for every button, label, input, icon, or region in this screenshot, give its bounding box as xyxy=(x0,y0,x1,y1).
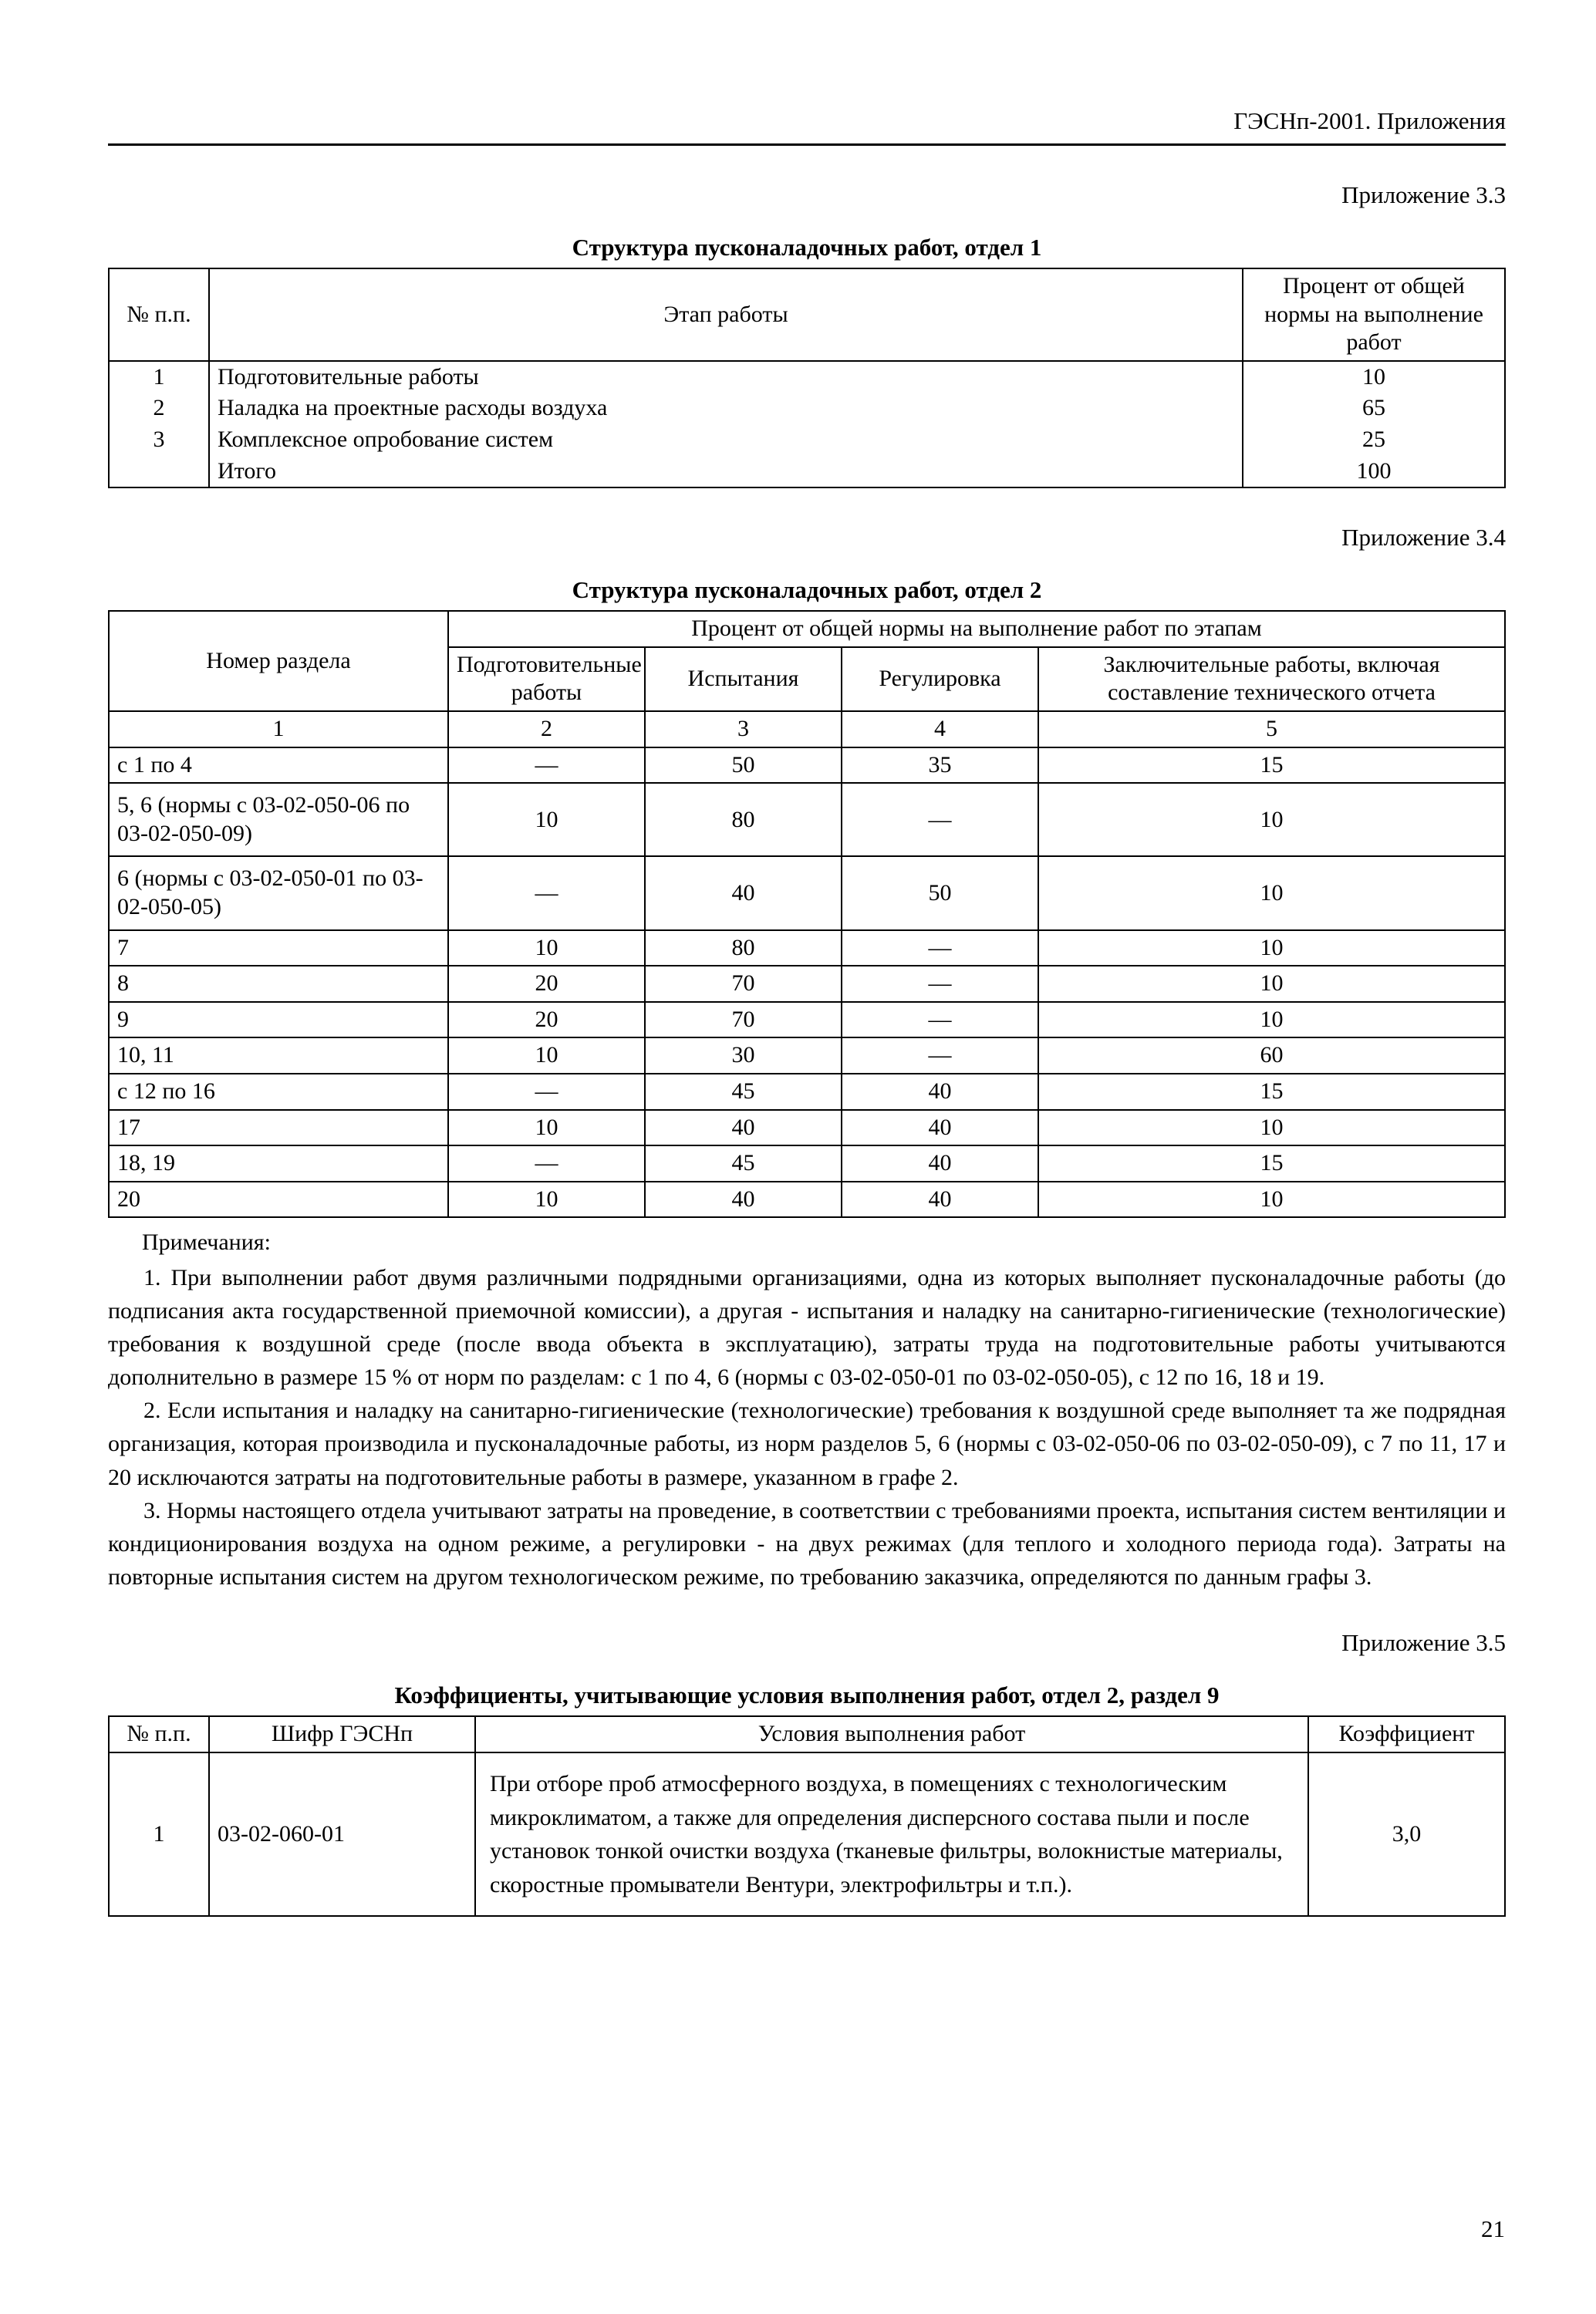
table-caption-33: Структура пусконаладочных работ, отдел 1 xyxy=(572,234,1042,261)
table-group-header-row xyxy=(109,611,1505,647)
cell-number: 2 xyxy=(109,393,209,424)
cell-tests: 40 xyxy=(645,856,842,929)
cell-final-works: 10 xyxy=(1038,1182,1505,1218)
cell-section: 18, 19 xyxy=(109,1145,448,1182)
cell-preparatory: — xyxy=(448,1145,645,1182)
column-header-code: Шифр ГЭСНп xyxy=(209,1716,475,1752)
cell-adjustment: — xyxy=(842,930,1038,966)
cell-section: 8 xyxy=(109,966,448,1002)
cell-tests: 80 xyxy=(645,930,842,966)
column-header-final-works: Заключительные работы, включая составление технического отчета xyxy=(1038,647,1505,711)
cell-adjustment: — xyxy=(842,1002,1038,1038)
table-coefficients xyxy=(108,1715,1506,1917)
table-structure-section-1 xyxy=(108,268,1506,488)
cell-final-works: 60 xyxy=(1038,1037,1505,1074)
cell-final-works: 10 xyxy=(1038,930,1505,966)
cell-total-percent: 100 xyxy=(1243,456,1505,488)
page-number: 21 xyxy=(1481,2215,1505,2242)
notes-title: Примечания: xyxy=(142,1230,271,1256)
cell-adjustment: 50 xyxy=(842,856,1038,929)
column-header-preparatory: Подготовительные работы xyxy=(448,647,645,711)
cell-adjustment: 40 xyxy=(842,1145,1038,1182)
cell-adjustment: — xyxy=(842,1037,1038,1074)
table-row xyxy=(109,424,1505,456)
table-row xyxy=(109,930,1505,966)
table-row xyxy=(109,966,1505,1002)
cell-section: 20 xyxy=(109,1182,448,1218)
cell-final-works: 10 xyxy=(1038,783,1505,856)
cell-tests: 45 xyxy=(645,1145,842,1182)
cell-number xyxy=(109,456,209,488)
cell-preparatory: — xyxy=(448,1074,645,1110)
cell-section: 7 xyxy=(109,930,448,966)
cell-final-works: 15 xyxy=(1038,1074,1505,1110)
appendix-label-33: Приложение 3.3 xyxy=(1341,181,1506,209)
header-divider xyxy=(108,143,1506,146)
table-row xyxy=(109,393,1505,424)
table-row-total xyxy=(109,456,1505,488)
page-content xyxy=(108,0,1506,1917)
column-header-coefficient: Коэффициент xyxy=(1308,1716,1505,1752)
column-number-1: 1 xyxy=(109,711,448,747)
cell-adjustment: 40 xyxy=(842,1182,1038,1218)
table-row xyxy=(109,1182,1505,1218)
cell-section: с 1 по 4 xyxy=(109,747,448,784)
table-row xyxy=(109,361,1505,393)
table-row xyxy=(109,1110,1505,1146)
appendix-label-34: Приложение 3.4 xyxy=(1341,524,1506,552)
cell-preparatory: 10 xyxy=(448,1037,645,1074)
column-group-header-percent: Процент от общей нормы на выполнение работ по этапам xyxy=(448,611,1505,647)
column-header-stage: Этап работы xyxy=(209,268,1243,361)
cell-tests: 80 xyxy=(645,783,842,856)
cell-preparatory: — xyxy=(448,747,645,784)
cell-adjustment: — xyxy=(842,783,1038,856)
note-paragraph-1: 1. При выполнении работ двумя различными подрядными организациями, одна из которых выполняет пусконаладочные работы (до подписания акта государственной приемочной комиссии), а другая - испытания и наладку на санитарно-гигиенические (технологические) требования к воздушной среде (после ввода объекта в эксплуатацию), затраты труда на подготовительные работы учитываются дополнительно в размере 15 % от норм по разделам: с 1 по 4, 6 (нормы с 03-02-050-01 по 03-02-050-05), с 12 по 16, 18 и 19. xyxy=(108,1264,1506,1391)
cell-code: 03-02-060-01 xyxy=(209,1752,475,1916)
cell-conditions: При отборе проб атмосферного воздуха, в помещениях с технологическим микроклиматом, а также для определения дисперсного состава пыли и после установок тонкой очистки воздуха (тканевые фильтры, волокнистые материалы, скоростные промыватели Вентури, электрофильтры и т.п.). xyxy=(475,1752,1308,1916)
cell-adjustment: 35 xyxy=(842,747,1038,784)
cell-final-works: 15 xyxy=(1038,747,1505,784)
table-row xyxy=(109,1037,1505,1074)
column-header-percent: Процент от общей нормы на выполнение работ xyxy=(1243,268,1505,361)
cell-stage: Подготовительные работы xyxy=(209,361,1243,393)
column-header-tests: Испытания xyxy=(645,647,842,711)
cell-tests: 50 xyxy=(645,747,842,784)
cell-section: с 12 по 16 xyxy=(109,1074,448,1110)
cell-preparatory: 20 xyxy=(448,966,645,1002)
document-header xyxy=(108,0,1506,146)
cell-preparatory: 10 xyxy=(448,783,645,856)
cell-section: 9 xyxy=(109,1002,448,1038)
cell-final-works: 10 xyxy=(1038,966,1505,1002)
cell-final-works: 10 xyxy=(1038,1002,1505,1038)
notes-block xyxy=(108,1226,1506,1594)
cell-number: 3 xyxy=(109,424,209,456)
cell-tests: 70 xyxy=(645,1002,842,1038)
cell-number: 1 xyxy=(109,1752,209,1916)
column-number-4: 4 xyxy=(842,711,1038,747)
cell-coefficient: 3,0 xyxy=(1308,1752,1505,1916)
table-row xyxy=(109,747,1505,784)
cell-section: 10, 11 xyxy=(109,1037,448,1074)
cell-section: 6 (нормы с 03-02-050-01 по 03-02-050-05) xyxy=(109,856,448,929)
column-header-section: Номер раздела xyxy=(109,611,448,711)
table-row xyxy=(109,1074,1505,1110)
cell-total-label: Итого xyxy=(209,456,1243,488)
cell-final-works: 10 xyxy=(1038,1110,1505,1146)
cell-preparatory: — xyxy=(448,856,645,929)
table-column-numbers-row xyxy=(109,711,1505,747)
note-paragraph-3: 3. Нормы настоящего отдела учитывают затраты на проведение, в соответствии с требованиями проекта, испытания систем вентиляции и кондиционирования воздуха на одном режиме, а регулировки - на двух режимах (для теплого и холодного периода года). Затраты на повторные испытания систем на другом технологическом режиме, по требованию заказчика, определяются по данным графы 3. xyxy=(108,1497,1506,1590)
cell-final-works: 10 xyxy=(1038,856,1505,929)
column-number-2: 2 xyxy=(448,711,645,747)
cell-adjustment: — xyxy=(842,966,1038,1002)
column-header-number: № п.п. xyxy=(109,1716,209,1752)
cell-preparatory: 10 xyxy=(448,1110,645,1146)
cell-number: 1 xyxy=(109,361,209,393)
table-header-row xyxy=(109,268,1505,361)
cell-adjustment: 40 xyxy=(842,1074,1038,1110)
cell-tests: 70 xyxy=(645,966,842,1002)
cell-adjustment: 40 xyxy=(842,1110,1038,1146)
column-number-5: 5 xyxy=(1038,711,1505,747)
column-number-3: 3 xyxy=(645,711,842,747)
cell-tests: 45 xyxy=(645,1074,842,1110)
note-paragraph-2: 2. Если испытания и наладку на санитарно-гигиенические (технологические) требования к воздушной среде выполняет та же подрядная организация, которая производила и пусконаладочные работы, из норм разделов 5, 6 (нормы с 03-02-050-06 по 03-02-050-09), с 7 по 11, 17 и 20 исключаются затраты на подготовительные работы в размере, указанном в графе 2. xyxy=(108,1398,1506,1490)
table-header-row xyxy=(109,1716,1505,1752)
table-caption-34: Структура пусконаладочных работ, отдел 2 xyxy=(572,576,1042,604)
table-row xyxy=(109,856,1505,929)
table-row xyxy=(109,1145,1505,1182)
column-header-conditions: Условия выполнения работ xyxy=(475,1716,1308,1752)
table-structure-section-2 xyxy=(108,610,1506,1218)
cell-preparatory: 20 xyxy=(448,1002,645,1038)
cell-stage: Наладка на проектные расходы воздуха xyxy=(209,393,1243,424)
cell-percent: 10 xyxy=(1243,361,1505,393)
table-caption-35: Коэффициенты, учитывающие условия выполнения работ, отдел 2, раздел 9 xyxy=(394,1682,1220,1709)
table-row xyxy=(109,1752,1505,1916)
cell-preparatory: 10 xyxy=(448,1182,645,1218)
column-header-number: № п.п. xyxy=(109,268,209,361)
document-title: ГЭСНп-2001. Приложения xyxy=(1233,107,1506,134)
table-row xyxy=(109,783,1505,856)
cell-preparatory: 10 xyxy=(448,930,645,966)
cell-tests: 40 xyxy=(645,1110,842,1146)
cell-final-works: 15 xyxy=(1038,1145,1505,1182)
cell-tests: 40 xyxy=(645,1182,842,1218)
cell-section: 17 xyxy=(109,1110,448,1146)
cell-stage: Комплексное опробование систем xyxy=(209,424,1243,456)
cell-percent: 25 xyxy=(1243,424,1505,456)
cell-section: 5, 6 (нормы с 03-02-050-06 по 03-02-050-09) xyxy=(109,783,448,856)
column-header-adjustment: Регулировка xyxy=(842,647,1038,711)
cell-percent: 65 xyxy=(1243,393,1505,424)
table-row xyxy=(109,1002,1505,1038)
appendix-label-35: Приложение 3.5 xyxy=(1341,1629,1506,1657)
cell-tests: 30 xyxy=(645,1037,842,1074)
